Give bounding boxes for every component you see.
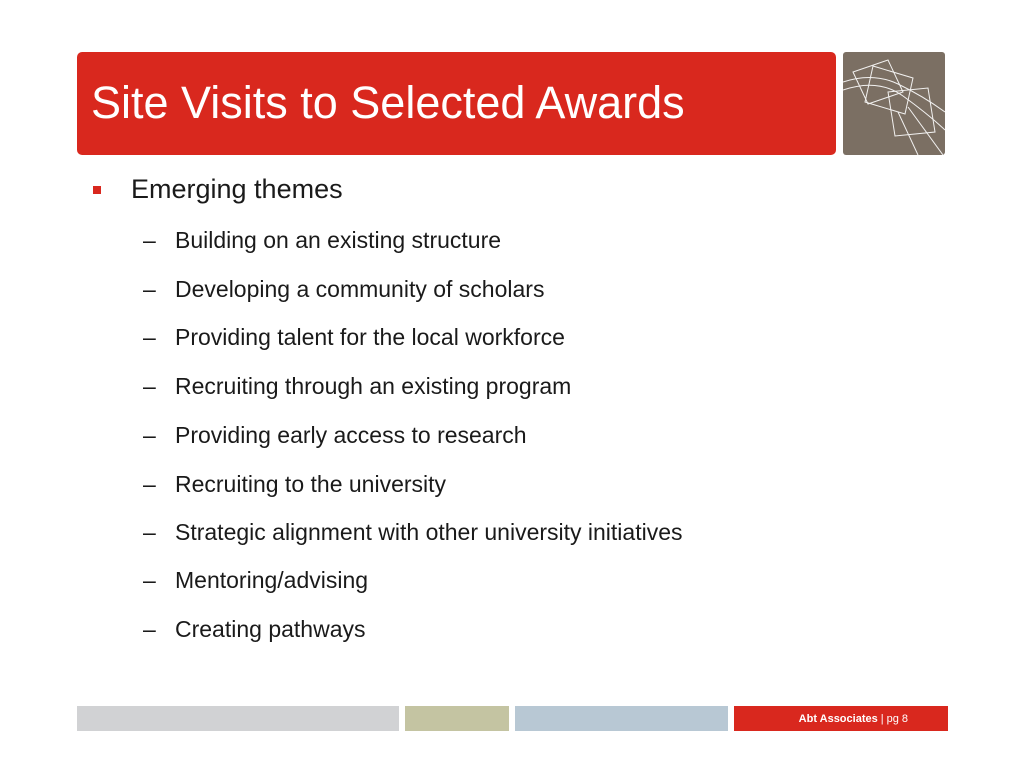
- dash-marker: –: [143, 227, 156, 254]
- dash-marker: –: [143, 324, 156, 351]
- bullet-text: Emerging themes: [131, 174, 343, 204]
- title-bar: [77, 52, 836, 155]
- list-item-text: Providing early access to research: [175, 422, 527, 448]
- abt-logo-icon: [843, 52, 945, 155]
- square-bullet-icon: [93, 186, 101, 194]
- footer-separator: |: [880, 712, 884, 725]
- list-item: [143, 616, 366, 644]
- list-item-text: Strategic alignment with other university initiatives: [175, 519, 683, 545]
- footer-bar-red: [734, 706, 948, 731]
- list-item-text: Providing talent for the local workforce: [175, 324, 565, 350]
- footer-bar-gray: [77, 706, 399, 731]
- list-item-text: Creating pathways: [175, 616, 366, 642]
- list-item: [143, 567, 368, 595]
- footer-bar-blue: [515, 706, 728, 731]
- list-item-text: Recruiting through an existing program: [175, 373, 572, 399]
- list-item: [143, 276, 544, 304]
- dash-marker: –: [143, 616, 156, 643]
- dash-marker: –: [143, 471, 156, 498]
- list-item: [143, 324, 565, 352]
- list-item-text: Developing a community of scholars: [175, 276, 545, 302]
- list-item: [143, 373, 571, 401]
- slide-title: Site Visits to Selected Awards: [91, 77, 685, 128]
- dash-marker: –: [143, 422, 156, 449]
- list-item: [143, 227, 501, 255]
- list-item: [143, 471, 446, 499]
- footer-company: Abt Associates: [798, 712, 878, 725]
- page-number: pg 8: [886, 712, 908, 725]
- dash-marker: –: [143, 276, 156, 303]
- list-item-text: Mentoring/advising: [175, 567, 369, 593]
- list-item: [143, 519, 683, 547]
- bullet-emerging-themes: [93, 173, 343, 205]
- list-item-text: Building on an existing structure: [175, 227, 502, 253]
- dash-marker: –: [143, 567, 156, 594]
- dash-marker: –: [143, 373, 156, 400]
- dash-marker: –: [143, 519, 156, 546]
- list-item-text: Recruiting to the university: [175, 471, 447, 497]
- footer-bar-olive: [405, 706, 509, 731]
- list-item: [143, 422, 527, 450]
